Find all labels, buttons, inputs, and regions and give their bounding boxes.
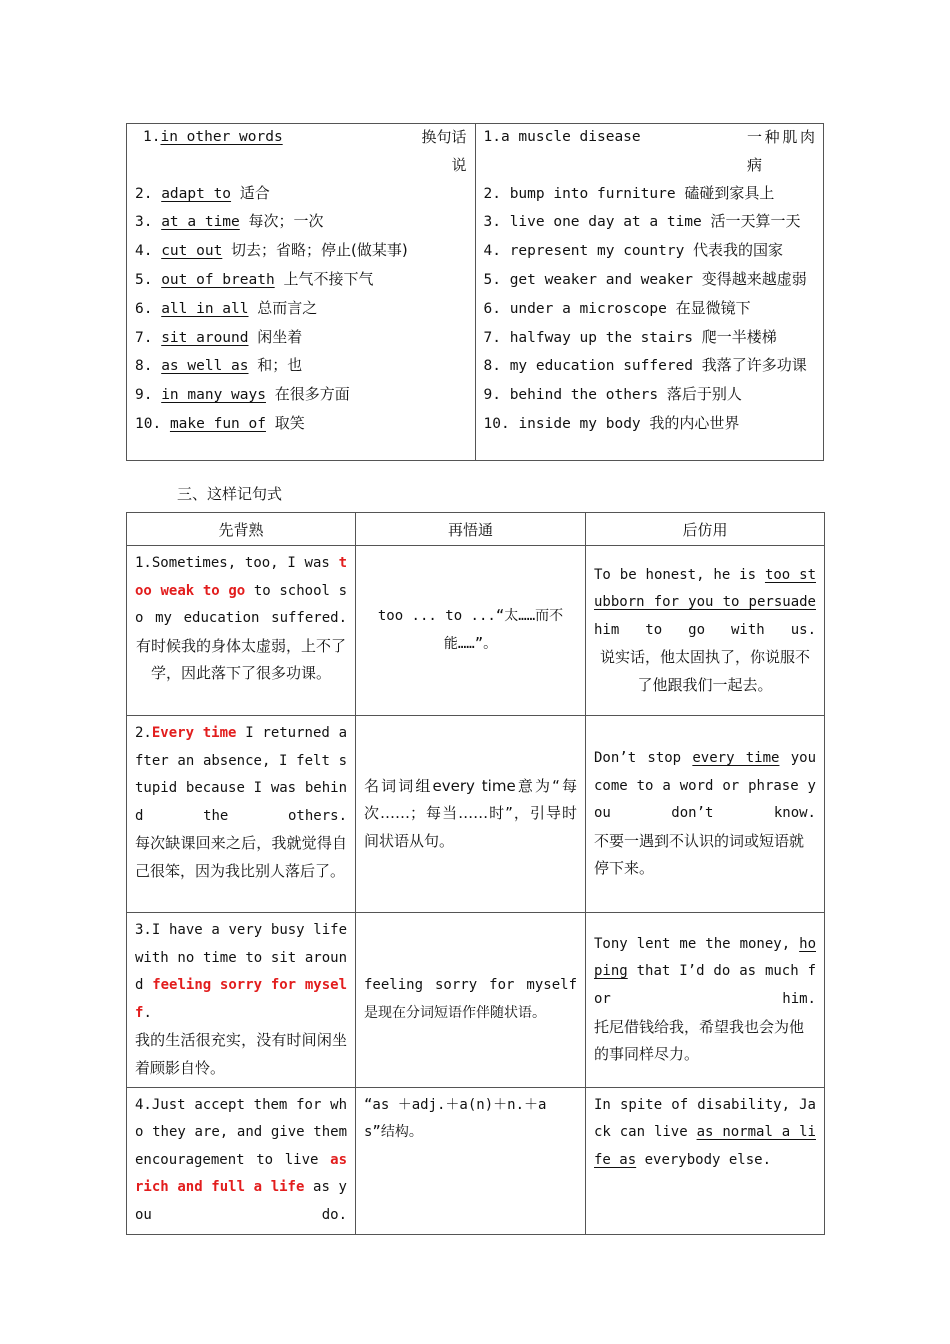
example-cell: Tony lent me the money, hoping that I’d do as much for him. 托尼借钱给我，希望我也会为他的事同样尽力。 (586, 913, 825, 1088)
phrase-item: 1.a muscle disease 一种肌肉病 (483, 128, 815, 174)
example-cell: To be honest, he is too stubborn for you to persuade him to go with us. 说实话，他太固执了，你说服不了他跟我们一起去。 (586, 546, 825, 716)
phrase-zh: 换句话说 (421, 128, 467, 174)
phrase-item: 3. live one day at a time 活一天算一天 (483, 212, 801, 231)
explanation-cell: “as ＋adj.＋a(n)＋n.＋as”结构。 (356, 1087, 586, 1234)
sentence-cell: 3.I have a very busy life with no time to sit around feeling sorry for myself. 我的生活很充实，没有时间闲坐着顾影自怜。 (127, 913, 356, 1088)
table-row (127, 716, 825, 913)
phrase-item: 8. my education suffered 我落了许多功课 (483, 356, 807, 375)
key-phrase: too weak to go (135, 555, 347, 599)
phrase-item: 2. adapt to 适合 (135, 183, 270, 202)
header-memorize: 先背熟 (127, 513, 356, 546)
example-cell: In spite of disability, Jack can live as normal a life as everybody else. (586, 1087, 825, 1234)
key-phrase: Every time (151, 725, 237, 741)
sentence-table (126, 512, 825, 1235)
phrase-item: 10. make fun of 取笑 (135, 413, 305, 432)
phrase-item: 3. at a time 每次；一次 (135, 212, 324, 231)
sentence-translation: 有时候我的身体太虚弱，上不了学，因此落下了很多功课。 (135, 636, 346, 683)
phrase-item: 4. represent my country 代表我的国家 (483, 241, 784, 260)
header-imitate: 后仿用 (586, 513, 825, 546)
phrase-table (126, 123, 824, 461)
key-phrase: feeling sorry for myself (135, 977, 347, 1021)
phrase-item: 7. halfway up the stairs 爬一半楼梯 (483, 327, 777, 346)
explanation-cell: too ... to ...“太……而不能……”。 (356, 546, 586, 716)
sentence-cell: 4.Just accept them for who they are, and give them encouragement to live as rich and full a life as you do. (127, 1087, 356, 1234)
phrase-item: 9. in many ways 在很多方面 (135, 385, 350, 404)
phrase-item: 9. behind the others 落后于别人 (483, 385, 742, 404)
sentence-cell: 1.Sometimes, too, I was too weak to go to school so my education suffered. 有时候我的身体太虚弱，上不了学，因此落下了很多功课。 (127, 546, 356, 716)
phrase-item: 5. out of breath 上气不接下气 (135, 269, 374, 288)
phrase-column-right (475, 124, 824, 461)
phrase-item: 10. inside my body 我的内心世界 (483, 413, 740, 432)
phrase-item: 7. sit around 闲坐着 (135, 327, 303, 346)
key-phrase: as rich and full a life (135, 1151, 347, 1196)
phrase-item: 5. get weaker and weaker 变得越来越虚弱 (483, 269, 807, 288)
table-row (127, 1087, 825, 1234)
explanation-cell: feeling sorry for myself是现在分词短语作伴随状语。 (356, 913, 586, 1088)
phrase-item: 6. under a microscope 在显微镜下 (483, 298, 751, 317)
phrase-item: 1.in other words 换句话说 (135, 124, 467, 180)
sentence-cell: 2.Every time I returned after an absence, I felt stupid because I was behind the others. 每次缺课回来之后，我就觉得自己很笨，因为我比别人落后了。 (127, 716, 356, 913)
header-understand: 再悟通 (356, 513, 586, 546)
explanation-cell: 名词词组every time意为“每次……；每当……时”，引导时间状语从句。 (356, 716, 586, 913)
example-cell: Don’t stop every time you come to a word or phrase you don’t know. 不要一遇到不认识的词或短语就停下来。 (586, 716, 825, 913)
phrase-en: in other words (160, 129, 283, 145)
table-row (127, 913, 825, 1088)
phrase-item: 6. all in all 总而言之 (135, 298, 318, 317)
phrase-item: 4. cut out 切去；省略；停止(做某事) (135, 241, 408, 260)
phrase-column-left (127, 124, 476, 461)
table-header-row (127, 513, 825, 546)
section-title: 三、这样记句式 (177, 485, 283, 503)
phrase-item: 8. as well as 和；也 (135, 356, 303, 375)
phrase-item: 2. bump into furniture 磕碰到家具上 (483, 183, 775, 202)
table-row (127, 546, 825, 716)
